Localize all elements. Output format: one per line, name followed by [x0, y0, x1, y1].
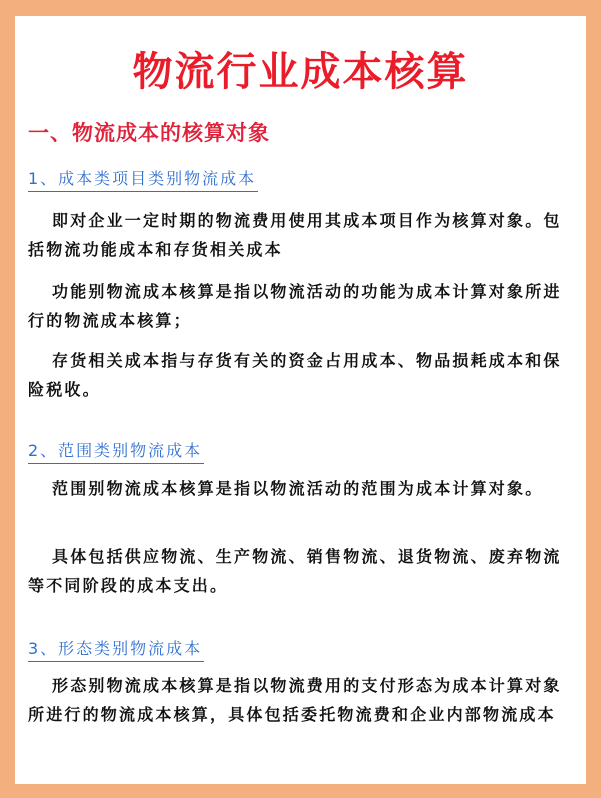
paragraph-cost-item-definition — [28, 206, 576, 264]
paragraph-text: 形态别物流成本核算是指以物流费用的支付形态为成本计算对象所进行的物流成本核算，具体包括委托物流费和企业内部物流成本 — [28, 676, 562, 724]
subheading-cost-item-category: 1、成本类项目类别物流成本 — [28, 166, 258, 192]
paragraph-text: 具体包括供应物流、生产物流、销售物流、退货物流、废弃物流等不同阶段的成本支出。 — [28, 547, 562, 595]
paragraph-text: 存货相关成本指与存货有关的资金占用成本、物品损耗成本和保险税收。 — [28, 351, 562, 399]
paragraph-functional-cost — [28, 277, 576, 335]
paragraph-form-definition — [28, 671, 576, 729]
paragraph-inventory-cost — [28, 346, 576, 404]
paragraph-text: 即对企业一定时期的物流费用使用其成本项目作为核算对象。包括物流功能成本和存货相关成本 — [28, 211, 562, 259]
subheading-scope-category: 2、范围类别物流成本 — [28, 438, 204, 464]
paragraph-text: 功能别物流成本核算是指以物流活动的功能为成本计算对象所进行的物流成本核算； — [28, 282, 562, 330]
page-title: 物流行业成本核算 — [132, 48, 469, 95]
section-heading-accounting-objects: 一、物流成本的核算对象 — [28, 120, 270, 145]
paragraph-scope-definition — [28, 474, 576, 503]
paragraph-text: 范围别物流成本核算是指以物流活动的范围为成本计算对象。 — [52, 479, 544, 498]
paragraph-scope-details — [28, 542, 576, 600]
content-card — [15, 16, 586, 784]
subheading-form-category: 3、形态类别物流成本 — [28, 636, 204, 662]
